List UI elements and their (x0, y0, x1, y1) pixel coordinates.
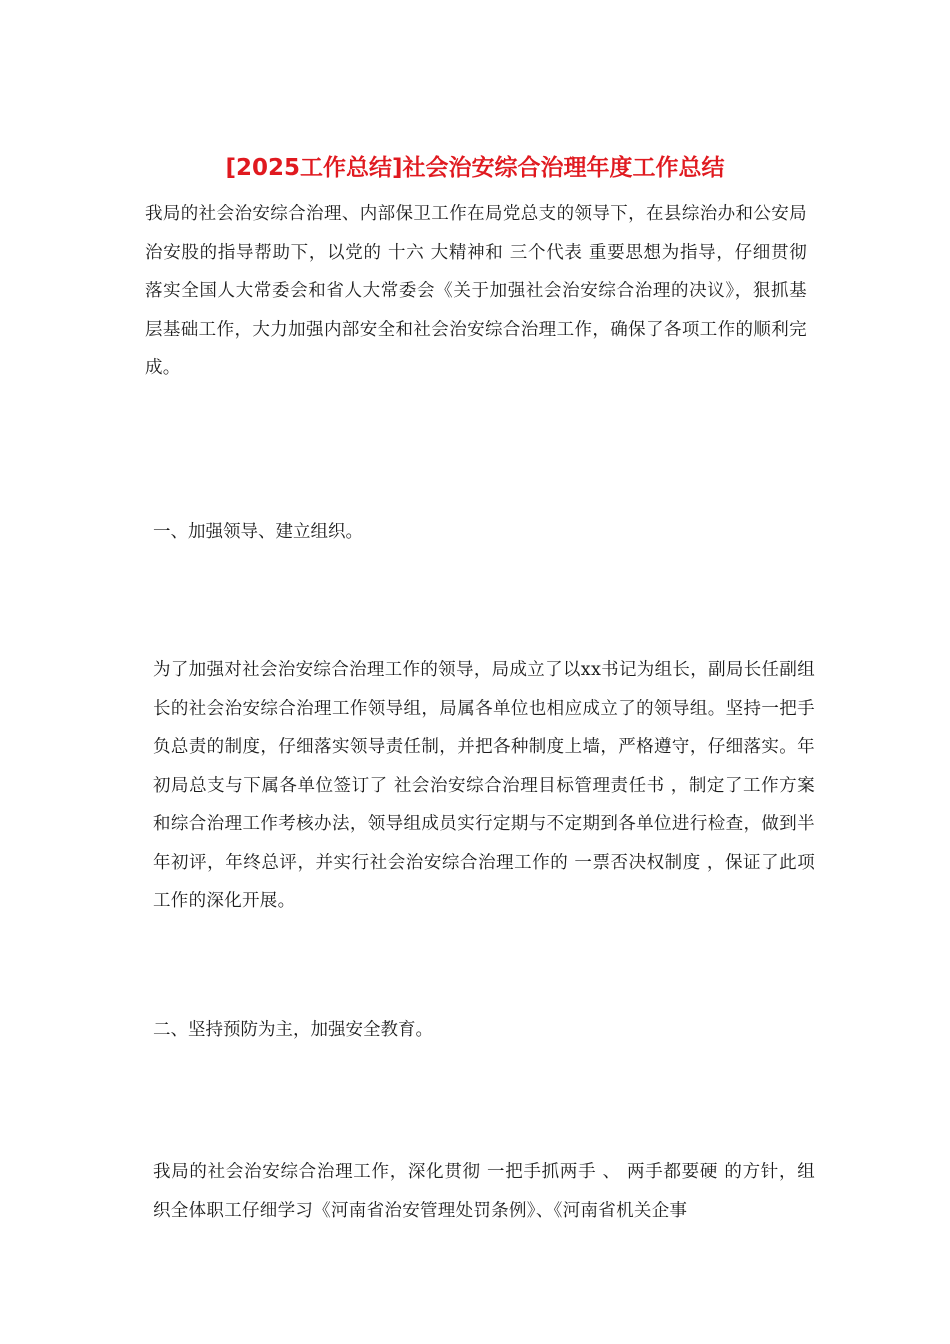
intro-paragraph: 我局的社会治安综合治理、内部保卫工作在局党总支的领导下，在县综治办和公安局治安股的指导帮助下，以党的 十六 大精神和 三个代表 重要思想为指导，仔细贯彻落实全国人大常委会和省人大常委会《关于加强社会治安综合治理的决议》，狠抓基层基础工作，大力加强内部安全和社会治安综合治理工作，确保了各项工作的顺利完成。 (145, 204, 807, 378)
section-2-paragraph: 我局的社会治安综合治理工作，深化贯彻 一把手抓两手 、 两手都要硬 的方针，组织全体职工仔细学习《河南省治安管理处罚条例》、《河南省机关企事 (153, 1162, 815, 1221)
section-heading-1: 一、加强领导、建立组织。 (153, 522, 363, 542)
section-1-paragraph: 为了加强对社会治安综合治理工作的领导，局成立了以xx书记为组长，副局长任副组长的社会治安综合治理工作领导组，局属各单位也相应成立了的领导组。坚持一把手负总责的制度，仔细落实领导责任制，并把各种制度上墙，严格遵守，仔细落实。年初局总支与下属各单位签订了 社会治安综合治理目标管理责任书 ，制定了工作方案和综合治理工作考核办法，领导组成员实行定期与不定期到各单位进行检查，做到半年初评，年终总评，并实行社会治安综合治理工作的 一票否决权制度 ，保证了此项工作的深化开展。 (153, 660, 815, 911)
document-title: [2025工作总结]社会治安综合治理年度工作总结 (225, 155, 725, 181)
section-heading-2: 二、坚持预防为主，加强安全教育。 (153, 1020, 433, 1040)
